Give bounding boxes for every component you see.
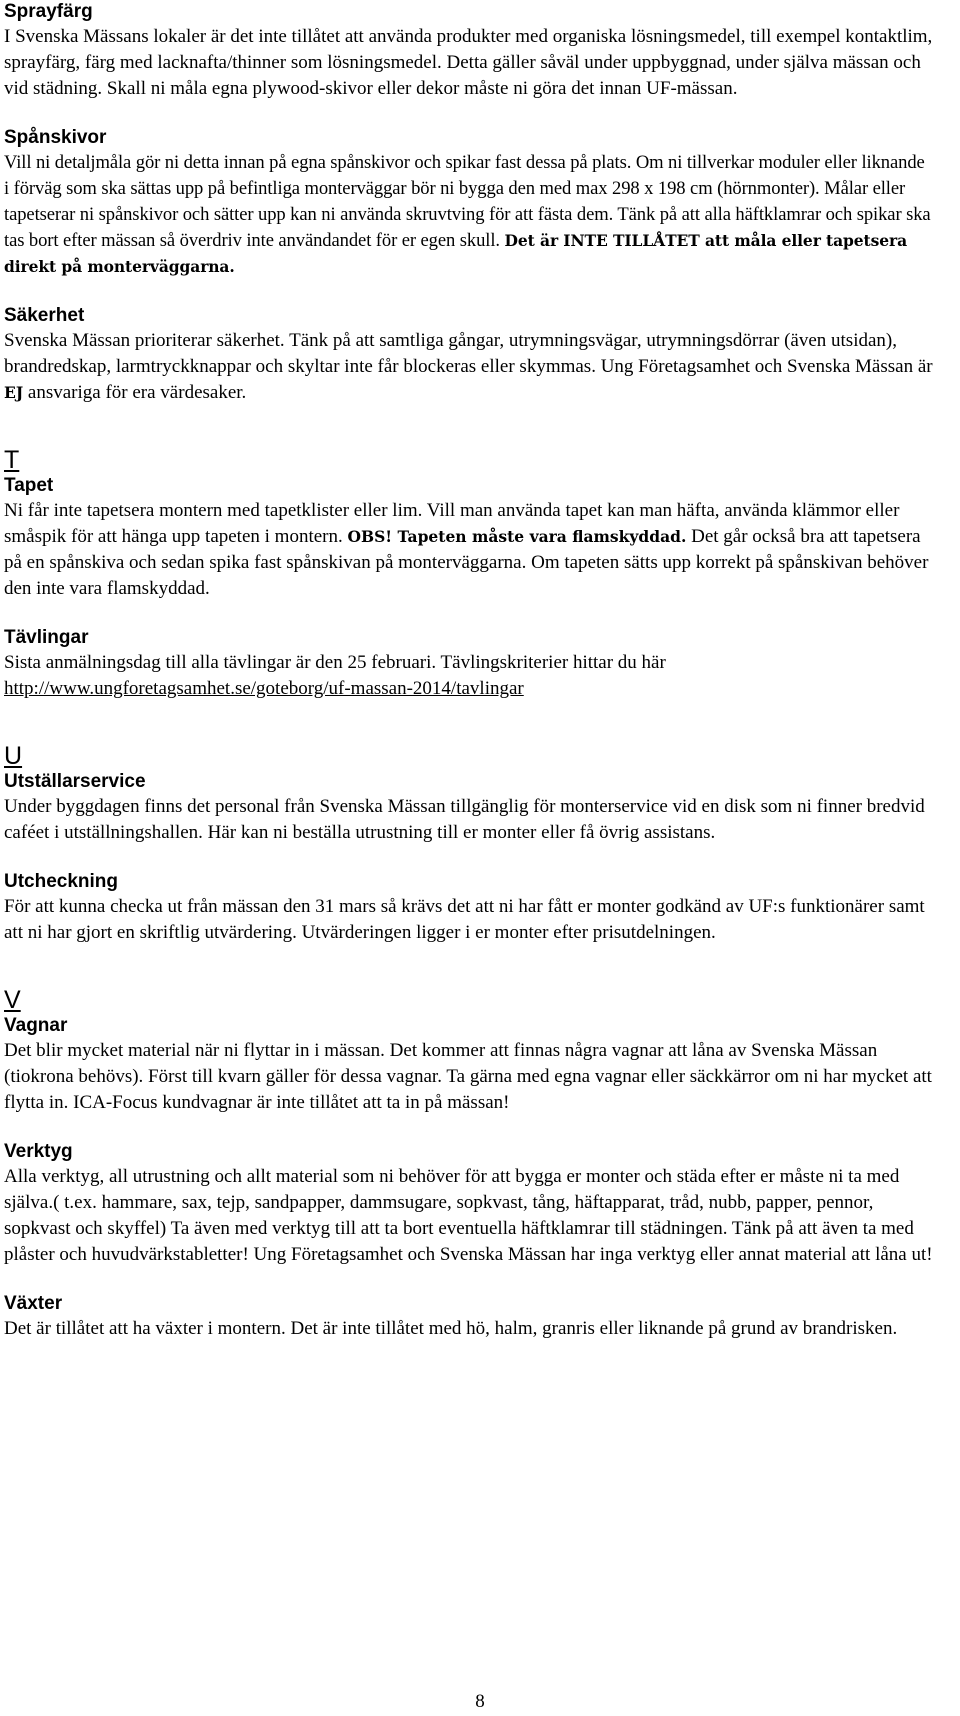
sakerhet-text-2: ansvariga för era värdesaker.: [23, 382, 247, 403]
tapet-text-2: Det går också bra att tapetsera på en spånskiva och sedan spika fast spånskivan på monterväggarna. Om tapeten sätts upp korrekt på spånskivan behöver den inte vara flamskyddad.: [4, 526, 929, 599]
paragraph-vaxter: Det är tillåtet att ha växter i montern. Det är inte tillåtet med hö, halm, granris eller liknande på grund av brandrisken.: [4, 1318, 898, 1339]
heading-tapet: Tapet: [4, 475, 54, 496]
heading-vaxter: Växter: [4, 1293, 63, 1314]
sakerhet-bold: EJ: [4, 383, 24, 402]
tavlingar-text: Sista anmälningsdag till alla tävlingar är den 25 februari. Tävlingskriterier hittar du här: [4, 652, 666, 673]
section-vaxter: [4, 1292, 934, 1342]
heading-vagnar: Vagnar: [4, 1015, 68, 1036]
heading-verktyg: Verktyg: [4, 1141, 73, 1162]
paragraph-tapet: [4, 498, 934, 602]
paragraph-utstallarservice: Under byggdagen finns det personal från Svenska Mässan tillgänglig för monterservice vid en disk som ni finner bredvid caféet i utställningshallen. Här kan ni beställa utrustning till er monter eller få övrig assistans.: [4, 796, 925, 843]
heading-spanskivor: Spånskivor: [4, 127, 107, 148]
tavlingar-link[interactable]: http://www.ungforetagsamhet.se/goteborg/uf-massan-2014/tavlingar: [4, 678, 524, 699]
spanskivor-warning: Det är INTE TILLÅTET att måla eller tapetsera direkt på monterväggarna.: [4, 231, 908, 276]
paragraph-sakerhet: [4, 328, 934, 406]
section-sprayfarg: [4, 0, 934, 102]
paragraph-tavlingar: [4, 650, 934, 702]
section-verktyg: [4, 1140, 934, 1268]
paragraph-sprayfarg: I Svenska Mässans lokaler är det inte tillåtet att använda produkter med organiska lösningsmedel, till exempel kontaktlim, sprayfärg, färg med lacknafta/thinner som lösningsmedel. Detta gäller såväl under uppbyggnad, under själva mässan och vid städning. Skall ni måla egna plywood-skivor eller dekor måste ni göra det innan UF-mässan.: [4, 26, 933, 99]
section-sakerhet: [4, 304, 934, 406]
paragraph-verktyg: Alla verktyg, all utrustning och allt material som ni behöver för att bygga er monter och städa efter er måste ni ta med själva.( t.ex. hammare, sax, tejp, sandpapper, dammsugare, sopkvast, tång, häftapparat, tråd, nubb, papper, pennor, sopkvast och skyffel) Ta även med verktyg till att ta bort eventuella häftklamrar till städningen. Tänk på att även ta med plåster och huvudvärkstabletter! Ung Företagsamhet och Svenska Mässan har inga verktyg eller annat material att låna ut!: [4, 1166, 933, 1265]
section-utcheckning: [4, 870, 934, 946]
heading-sakerhet: Säkerhet: [4, 305, 85, 326]
heading-utcheckning: Utcheckning: [4, 871, 119, 892]
document-content: [4, 0, 934, 1342]
heading-utstallarservice: Utställarservice: [4, 771, 146, 792]
spanskivor-text: Vill ni detaljmåla gör ni detta innan på egna spånskivor och spikar fast dessa på plats. Om ni tillverkar moduler eller liknande i förväg som ska sättas upp på befintliga monterväggar bör ni bygga den med max 298 x 198 cm (hörnmonter). Målar eller tapetserar ni spånskivor och sätter upp kan ni använda skruvtving för att fästa dem. Tänk på att alla häftklamrar och spikar ska tas bort efter mässan så överdriv inte användandet för er egen skull.: [4, 152, 931, 251]
section-vagnar: [4, 1014, 934, 1116]
section-tapet: [4, 474, 934, 602]
heading-sprayfarg: Sprayfärg: [4, 1, 93, 22]
section-tavlingar: [4, 626, 934, 702]
paragraph-utcheckning: För att kunna checka ut från mässan den 31 mars så krävs det att ni har fått er monter godkänd av UF:s funktionärer samt att ni har gjort en skriftlig utvärdering. Utvärderingen ligger i er monter efter prisutdelningen.: [4, 896, 925, 943]
page-number: 8: [475, 1691, 485, 1712]
heading-tavlingar: Tävlingar: [4, 627, 89, 648]
section-spanskivor: [4, 126, 934, 280]
paragraph-vagnar: Det blir mycket material när ni flyttar in i mässan. Det kommer att finnas några vagnar att låna av Svenska Mässan (tiokrona behövs). Först till kvarn gäller för dessa vagnar. Ta gärna med egna vagnar eller säckkärror om ni har mycket att flytta in. ICA-Focus kundvagnar är inte tillåtet att ta in på mässan!: [4, 1040, 932, 1113]
letter-heading-v: V: [4, 986, 21, 1014]
letter-heading-u: U: [4, 742, 23, 770]
sakerhet-text-1: Svenska Mässan prioriterar säkerhet. Tänk på att samtliga gångar, utrymningsvägar, utrymningsdörrar (även utsidan), brandredskap, larmtryckknappar och skyltar inte får blockeras eller skymmas. Ung Företagsamhet och Svenska Mässan är: [4, 330, 933, 377]
tapet-text-1: Ni får inte tapetsera montern med tapetklister eller lim. Vill man använda tapet kan man häfta, använda klämmor eller småspik för att hänga upp tapeten i montern.: [4, 500, 900, 547]
paragraph-spanskivor: [4, 150, 934, 280]
tapet-warning: OBS! Tapeten måste vara flamskyddad.: [347, 527, 687, 546]
section-utstallarservice: [4, 770, 934, 846]
letter-heading-t: T: [4, 446, 20, 474]
